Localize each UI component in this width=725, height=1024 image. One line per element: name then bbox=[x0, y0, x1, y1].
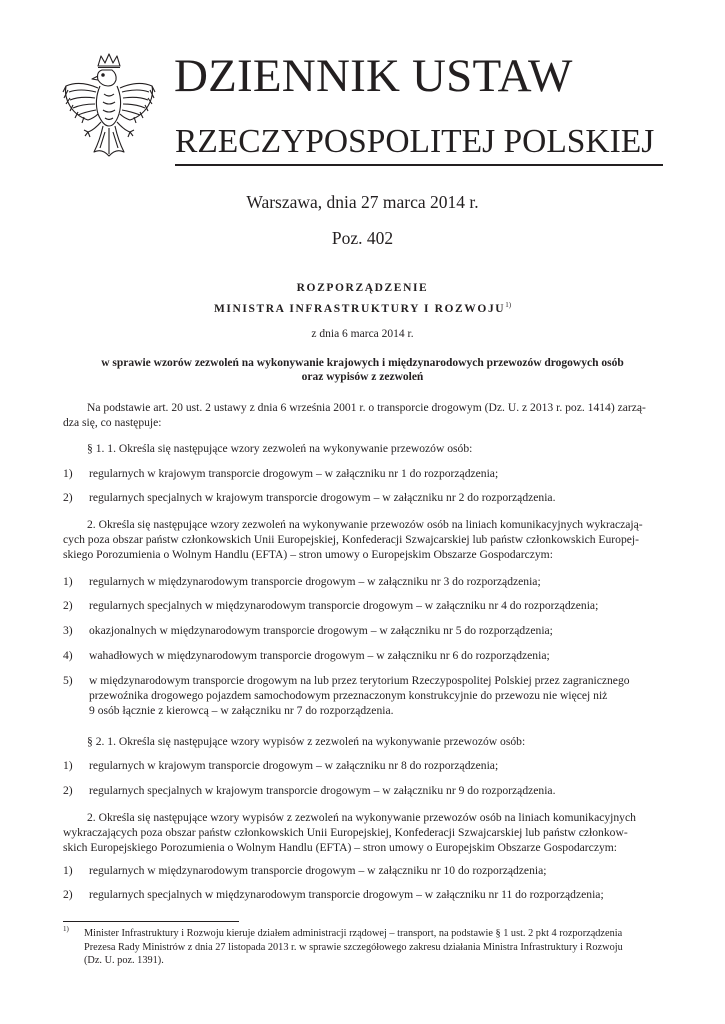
preamble bbox=[63, 400, 663, 430]
list-item-text: regularnych specjalnych w krajowym transporcie drogowym – w załączniku nr 9 do rozporządzenia. bbox=[89, 784, 556, 797]
act-subject-line: oraz wypisów z zezwoleń bbox=[301, 371, 424, 383]
text-line: 9 osób łącznie z kierowcą – w załączniku nr 7 do rozporządzenia. bbox=[89, 704, 394, 717]
issue-date: Warszawa, dnia 27 marca 2014 r. bbox=[246, 192, 479, 212]
gazette-title: DZIENNIK USTAW bbox=[174, 50, 573, 102]
list-item-text: regularnych w międzynarodowym transporcie drogowym – w załączniku nr 10 do rozporządzenia; bbox=[89, 864, 547, 877]
text-line: Minister Infrastruktury i Rozwoju kieruje działem administracji rządowej – transport, na podstawie § 1 ust. 2 pkt 4 rozporządzenia bbox=[84, 928, 623, 939]
section-2-paragraph-1-intro: § 2. 1. Określa się następujące wzory wypisów z zezwoleń na wykonywanie przewozów osób: bbox=[87, 735, 526, 748]
text-line: wykraczających poza obszar państw członkowskich Unii Europejskiej, Konfederacji Szwajcarskiej lub państw członkow- bbox=[63, 826, 628, 839]
section-2-paragraph-2-intro bbox=[63, 810, 663, 855]
footnote-text bbox=[84, 927, 662, 968]
list-item-number: 1) bbox=[63, 759, 73, 772]
list-item-text: regularnych specjalnych w międzynarodowym transporcie drogowym – w załączniku nr 11 do rozporządzenia; bbox=[89, 888, 604, 901]
list-item-text: regularnych specjalnych w międzynarodowym transporcie drogowym – w załączniku nr 4 do rozporządzenia; bbox=[89, 599, 599, 612]
list-item-number: 1) bbox=[63, 467, 73, 480]
gazette-subtitle: RZECZYPOSPOLITEJ POLSKIEJ bbox=[175, 123, 655, 160]
footnote-mark: 1) bbox=[63, 925, 69, 933]
list-item-number: 3) bbox=[63, 624, 73, 637]
text-line: Prezesa Rady Ministrów z dnia 27 listopada 2013 r. w sprawie szczegółowego zakresu działania Ministra Infrastruktury i Rozwoju bbox=[84, 941, 623, 953]
list-item-number: 1) bbox=[63, 575, 73, 588]
act-subject bbox=[80, 356, 645, 384]
text-line: przewoźnika drogowego pojazdem samochodowym przeznaczonym konstrukcyjnie do przewozu nie więcej niż bbox=[89, 689, 608, 702]
text-line: 2. Określa się następujące wzory zezwoleń na wykonywanie przewozów osób na liniach komunikacyjnych wykraczają- bbox=[87, 518, 643, 531]
act-subject-line: w sprawie wzorów zezwoleń na wykonywanie krajowych i międzynarodowych przewozów drogowych osób bbox=[101, 357, 624, 369]
text-line: w międzynarodowym transporcie drogowym na lub przez terytorium Rzeczypospolitej Polskiej przez zagranicznego bbox=[89, 674, 630, 687]
act-type: ROZPORZĄDZENIE bbox=[296, 282, 429, 294]
footnote-reference: 1) bbox=[505, 301, 512, 309]
act-authority-line bbox=[0, 298, 725, 316]
text-line: Na podstawie art. 20 ust. 2 ustawy z dnia 6 września 2001 r. o transporcie drogowym (Dz. U. z 2013 r. poz. 1414) zarzą- bbox=[87, 401, 646, 414]
list-item-text: regularnych w krajowym transporcie drogowym – w załączniku nr 1 do rozporządzenia; bbox=[89, 467, 499, 480]
list-item-text: regularnych specjalnych w krajowym transporcie drogowym – w załączniku nr 2 do rozporządzenia. bbox=[89, 491, 556, 504]
section-1-paragraph-1-intro: § 1. 1. Określa się następujące wzory zezwoleń na wykonywanie przewozów osób: bbox=[87, 442, 473, 455]
list-item-text bbox=[89, 673, 663, 718]
footnote-divider bbox=[63, 921, 239, 922]
text-line: skiego Porozumienia o Wolnym Handlu (EFTA) – stron umowy o Europejskim Obszarze Gospodarczym: bbox=[63, 548, 553, 561]
section-1-paragraph-2-intro bbox=[63, 517, 663, 562]
issue-position: Poz. 402 bbox=[331, 228, 394, 248]
list-item-text: regularnych w krajowym transporcie drogowym – w załączniku nr 8 do rozporządzenia; bbox=[89, 759, 499, 772]
list-item-number: 2) bbox=[63, 599, 73, 612]
list-item-number: 1) bbox=[63, 864, 73, 877]
act-authority: MINISTRA INFRASTRUKTURY I ROZWOJU bbox=[213, 302, 506, 315]
act-date: z dnia 6 marca 2014 r. bbox=[311, 328, 414, 340]
list-item-number: 2) bbox=[63, 888, 73, 901]
text-line: dza się, co następuje: bbox=[63, 416, 162, 429]
text-line: cych poza obszar państw członkowskich Unii Europejskiej, Konfederacji Szwajcarskiej lub państw członkowskich Europej- bbox=[63, 533, 639, 546]
polish-eagle-emblem-icon bbox=[58, 52, 160, 168]
list-item-text: okazjonalnych w międzynarodowym transporcie drogowym – w załączniku nr 5 do rozporządzenia; bbox=[89, 624, 553, 637]
text-line: skich Europejskiego Porozumienia o Wolnym Handlu (EFTA) – stron umowy o Europejskim Obszarze Gospodarczym: bbox=[63, 841, 617, 854]
list-item-number: 5) bbox=[63, 674, 73, 687]
text-line: 2. Określa się następujące wzory wypisów z zezwoleń na wykonywanie przewozów osób na liniach komunikacyjnych bbox=[87, 811, 636, 824]
list-item-text: regularnych w międzynarodowym transporcie drogowym – w załączniku nr 3 do rozporządzenia; bbox=[89, 575, 541, 588]
list-item-number: 4) bbox=[63, 649, 73, 662]
list-item-text: wahadłowych w międzynarodowym transporcie drogowym – w załączniku nr 6 do rozporządzenia; bbox=[89, 649, 550, 662]
list-item-number: 2) bbox=[63, 784, 73, 797]
list-item bbox=[63, 673, 663, 721]
text-line: (Dz. U. poz. 1391). bbox=[84, 955, 164, 966]
masthead-divider bbox=[175, 164, 663, 166]
list-item-number: 2) bbox=[63, 491, 73, 504]
